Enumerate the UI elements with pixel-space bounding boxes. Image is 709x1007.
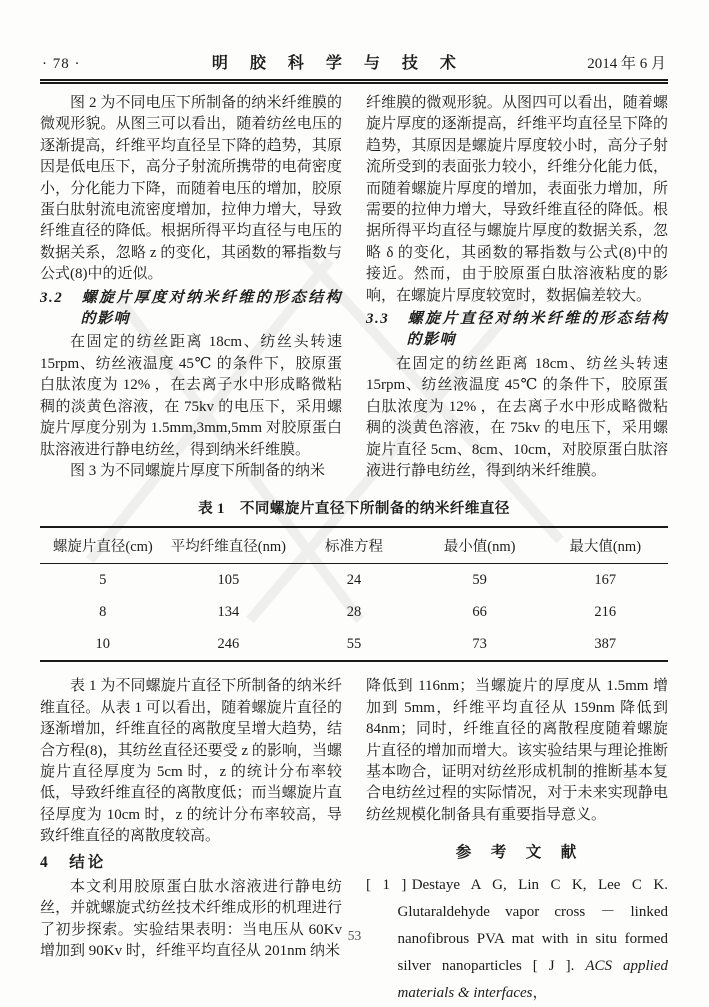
page-header — [40, 50, 668, 79]
header-rule — [40, 79, 668, 84]
journal-title: 明 胶 科 学 与 技 术 — [211, 55, 465, 72]
table-cell: 73 — [472, 635, 487, 652]
table-header-row — [40, 527, 668, 564]
top-section — [40, 93, 668, 482]
section-heading-4: 4 结论 — [40, 853, 107, 871]
reference-journal-name: ACS applied materials & interfaces — [397, 958, 668, 1002]
column-right-bottom — [366, 676, 668, 1007]
paragraph-table-analysis: 表 1 为不同螺旋片直径下所制备的纳米纤维直径。从表 1 可以看出，随着螺旋片直径的逐渐增加，纤维直径的离散度呈增大趋势，结合方程(8)，其纺丝直径还要受 z 的影响，当螺旋片直径厚度为 5cm 时，z 的统计分布率较低，导致纤维直径的离散度低；而当螺旋片直径厚度为 10cm 时，z 的统计分布率较高，导致纤维直径的离散度较高。 — [40, 678, 342, 845]
table-header-cell: 最小值(nm) — [417, 527, 543, 564]
reference-label: [ 1 ] — [366, 877, 407, 894]
table-cell: 59 — [472, 571, 487, 588]
issue-date: 2014 年 6 月 — [587, 56, 666, 72]
table-row — [40, 628, 668, 661]
table-cell: 24 — [346, 571, 362, 588]
header-page-number: · 78 · — [42, 56, 81, 72]
references-heading: 参 考 文 献 — [455, 844, 579, 862]
table-cell: 28 — [346, 603, 362, 620]
table-cell: 387 — [594, 635, 617, 652]
table-cell: 8 — [99, 603, 107, 620]
table-header-cell: 螺旋片直径(cm) — [40, 527, 166, 564]
reference-text: Destaye A G, Lin C K, Lee C K. Glutaraldehyde vapor cross － linked nanofibrous PVA mat with in situ formed silver nanoparticles [ J ]. — [397, 877, 668, 975]
footer-page-number: 53 — [347, 928, 362, 943]
table-cell: 55 — [346, 635, 362, 652]
column-left-top — [40, 93, 342, 482]
table-header-cell: 平均纤维直径(nm) — [166, 527, 292, 564]
column-right-top — [366, 93, 668, 482]
table-header-cell: 标准方程 — [291, 527, 417, 564]
table1 — [40, 526, 668, 662]
paragraph-fig2: 图 2 为不同电压下所制备的纳米纤维膜的微观形貌。从图三可以看出，随着纺丝电压的逐渐提高，纤维平均直径呈下降的趋势，其原因是低电压下，高分子射流所携带的电荷密度小，分化能力下降，而随着电压的增加，胶原蛋白肽射流电流密度增加，拉伸力增大，导致纤维直径的降低。根据所得平均直径与电压的数据关系，忽略 z 的变化，其函数的幂指数与公式(8)中的近似。 — [40, 95, 342, 283]
table-cell: 5 — [99, 571, 107, 588]
table-header-cell: 最大值(nm) — [542, 527, 668, 564]
paragraph-conclusion-start: 本文利用胶原蛋白肽水溶液进行静电纺丝，并就螺旋式纺丝技术纤维成形的机理进行了初步探索。实验结果表明：当电压从 60Kv 增加到 90Kv 时，纤维平均直径从 201nm 纳米 — [40, 878, 342, 960]
column-left-bottom — [40, 676, 342, 1007]
paragraph-fig3-start: 图 3 为不同螺旋片厚度下所制备的纳米 — [70, 462, 326, 479]
table-row — [40, 596, 668, 628]
bottom-section — [40, 676, 668, 1007]
paragraph-conditions-diameter: 在固定的纺丝距离 18cm、纺丝头转速 15rpm、纺丝液温度 45℃ 的条件下，胶原蛋白肽浓度为 12% ，在去离子水中形成略微粘稠的淡黄色溶液，在 75kv 的电压下，采用螺旋片直径 5cm、8cm、10cm，对胶原蛋白肽溶液进行静电纺丝，得到纳米纤维膜。 — [366, 355, 668, 479]
table1-caption: 表 1 不同螺旋片直径下所制备的纳米纤维直径 — [198, 501, 510, 518]
section-heading-3-2: 3.2 螺旋片厚度对纳米纤维的形态结构的影响 — [40, 289, 342, 328]
paragraph-fig3-continued: 纤维膜的微观形貌。从图四可以看出，随着螺旋片厚度的逐渐提高，纤维平均直径呈下降的趋势，其原因是螺旋片厚度较小时，高分子射流所受到的表面张力较小，纤维分化能力低，而随着螺旋片厚度的增加，表面张力增加，所需要的拉伸力增大，导致纤维直径的降低。根据所得平均直径与螺旋片厚度的数据关系，忽略 δ 的变化，其函数的幂指数与公式(8)中的接近。然而，由于胶原蛋白肽溶液粘度的影响，在螺旋片厚度较宽时，数据偏差较大。 — [366, 95, 668, 304]
reference-text-tail: ， — [532, 985, 548, 1002]
section-heading-3-3: 3.3 螺旋片直径对纳米纤维的形态结构的影响 — [366, 311, 668, 349]
table-cell: 66 — [472, 603, 487, 620]
table-cell: 134 — [217, 603, 240, 620]
table-cell: 216 — [594, 603, 617, 620]
table-cell: 105 — [217, 571, 240, 588]
table1-block — [40, 497, 668, 662]
table-row — [40, 564, 668, 597]
table-cell: 246 — [217, 635, 240, 652]
table-cell: 10 — [95, 635, 111, 652]
table-cell: 167 — [594, 571, 617, 588]
paragraph-conclusion-continued: 降低到 116nm；当螺旋片的厚度从 1.5mm 增加到 5mm，纤维平均直径从 159nm 降低到 84nm；同时，纤维直径的离散程度随着螺旋片直径的增加而增大。该实验结果与理论推断基本吻合，证明对纺丝形成机制的推断基本复合电纺丝过程的实际情况，对于未来实现静电纺丝规模化制备具有重要指导意义。 — [366, 678, 668, 823]
paragraph-conditions-thickness: 在固定的纺丝距离 18cm、纺丝头转速 15rpm、纺丝液温度 45℃ 的条件下，胶原蛋白肽浓度为 12% ，在去离子水中形成略微粘稠的淡黄色溶液，在 75kv 的电压下，采用螺旋片厚度分别为 1.5mm,3mm,5mm 对胶原蛋白肽溶液进行静电纺丝，得到纳米纤维膜。 — [40, 334, 342, 458]
